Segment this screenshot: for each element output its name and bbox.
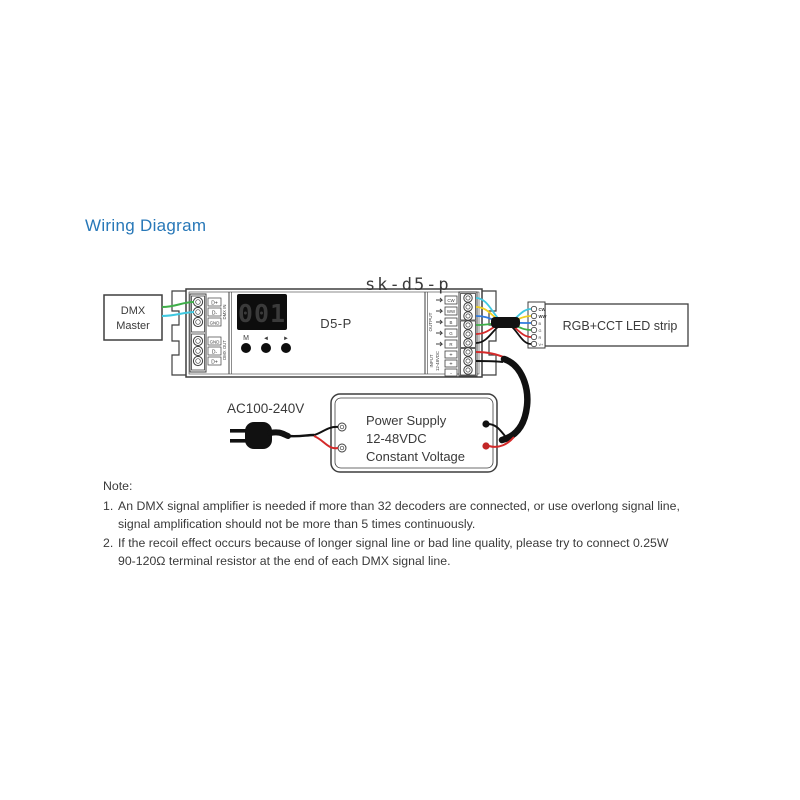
note-text: If the recoil effect occurs because of longer signal line or bad line quality, please try to connect 0.25W 90-120Ω terminal resistor at the end of each DMX signal line. xyxy=(118,536,669,568)
dmx-terminal-block xyxy=(190,294,206,372)
button-m xyxy=(241,343,251,353)
dmx-master-label-2: Master xyxy=(116,320,150,332)
svg-text:WW: WW xyxy=(538,314,547,319)
button-right xyxy=(281,343,291,353)
note-number: 2. xyxy=(103,536,114,551)
svg-text:B: B xyxy=(449,320,453,325)
notes-heading: Note: xyxy=(103,479,133,493)
svg-text:WW: WW xyxy=(446,309,456,314)
button-m-label: M xyxy=(243,335,249,342)
dmx-out-label: DMX OUT xyxy=(222,340,227,360)
svg-text:CW: CW xyxy=(538,307,546,312)
svg-text:12-48VDC: 12-48VDC xyxy=(366,431,427,446)
wire-sleeve xyxy=(491,317,520,328)
svg-text:12-48VDC: 12-48VDC xyxy=(435,350,440,372)
screw-terminals-right xyxy=(464,294,472,374)
svg-text:+: + xyxy=(449,361,453,368)
svg-text:G: G xyxy=(538,329,542,333)
watermark: sk-d5-p xyxy=(365,275,451,295)
note-item-2 xyxy=(103,535,688,570)
power-supply-box xyxy=(331,394,497,472)
led-strip xyxy=(528,302,688,348)
svg-text:B: B xyxy=(538,322,542,326)
svg-text:Constant Voltage: Constant Voltage xyxy=(366,449,466,464)
display-value: 001 xyxy=(237,299,287,328)
output-label: OUTPUT xyxy=(428,312,433,332)
dc-cable xyxy=(502,359,527,440)
svg-text:+: + xyxy=(449,352,453,359)
button-left-label: ◄ xyxy=(263,336,269,342)
dmx-in-label: DMX IN xyxy=(222,304,227,320)
svg-text:D-: D- xyxy=(211,349,218,356)
svg-text:GND: GND xyxy=(209,339,220,345)
svg-text:GND: GND xyxy=(209,320,220,326)
ac-voltage-label: AC100-240V xyxy=(227,401,305,416)
output-terminal-block xyxy=(459,292,477,376)
note-text: An DMX signal amplifier is needed if more than 32 decoders are connected, or use overlong signal line, signal amplification should not be more than 5 times continuously. xyxy=(118,499,680,531)
svg-text:V+: V+ xyxy=(538,343,544,347)
button-left xyxy=(261,343,271,353)
note-number: 1. xyxy=(103,499,114,514)
psu-dc-terminal-positive xyxy=(482,442,489,449)
psu-dc-terminal-negative xyxy=(482,420,489,427)
svg-text:R: R xyxy=(449,342,453,347)
dmx-master-label-1: DMX xyxy=(120,305,146,317)
strip-label: RGB+CCT LED strip xyxy=(562,319,678,333)
wire-dc-black-top xyxy=(476,361,503,362)
svg-text:R: R xyxy=(538,336,542,340)
svg-text:INPUT: INPUT xyxy=(429,354,434,368)
svg-text:G: G xyxy=(449,331,453,336)
ac-plug xyxy=(230,422,338,449)
model-label: D5-P xyxy=(320,316,352,331)
page-title: Wiring Diagram xyxy=(85,216,207,235)
svg-text:D+: D+ xyxy=(211,300,218,307)
svg-text:CW: CW xyxy=(447,298,455,303)
note-item-1 xyxy=(103,498,688,533)
notes-section xyxy=(103,478,688,572)
svg-text:Power Supply: Power Supply xyxy=(366,413,447,428)
svg-text:D-: D- xyxy=(211,310,218,317)
dmx-master-box xyxy=(104,295,162,340)
svg-text:-: - xyxy=(450,370,452,377)
svg-text:D+: D+ xyxy=(211,359,218,366)
button-right-label: ► xyxy=(283,336,289,342)
panel-buttons xyxy=(241,335,291,353)
digital-display xyxy=(237,294,287,330)
wire-ac-cord xyxy=(288,435,314,436)
